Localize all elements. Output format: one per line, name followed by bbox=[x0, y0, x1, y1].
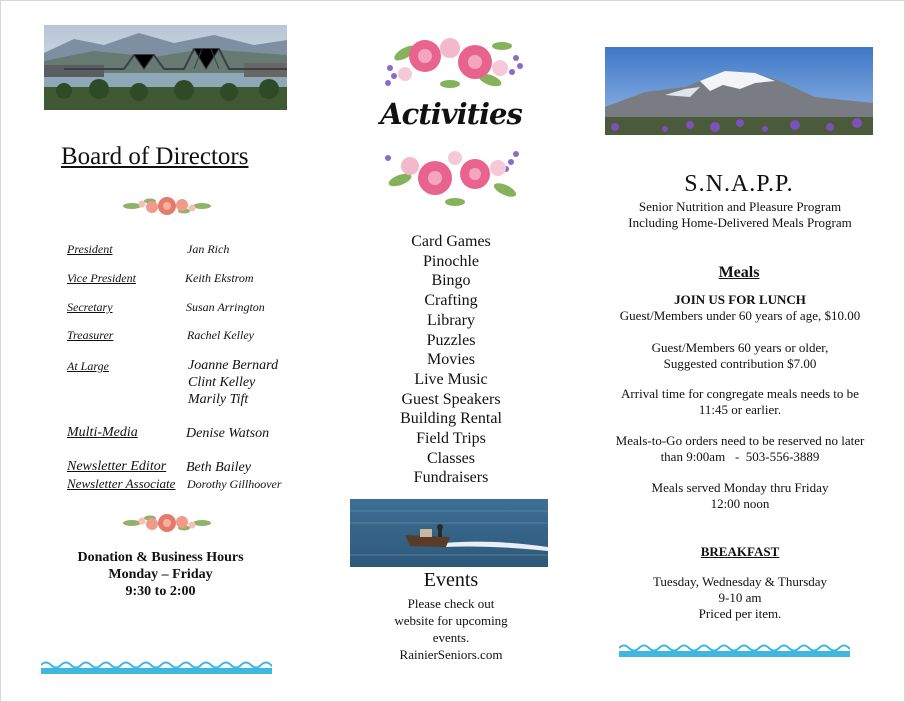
events-line: website for upcoming bbox=[394, 613, 508, 628]
flower-banner-top bbox=[380, 28, 526, 92]
boat-photo bbox=[350, 499, 548, 567]
activity-item: Classes bbox=[427, 449, 475, 467]
activity-item: Movies bbox=[427, 351, 475, 369]
snapp-subtitle bbox=[605, 199, 875, 231]
website-link[interactable]: RainierSeniors.com bbox=[399, 647, 503, 662]
arrival-time: 11:45 or earlier. bbox=[698, 402, 782, 417]
over-60-contribution: Suggested contribution $7.00 bbox=[663, 356, 817, 371]
role-treasurer: Treasurer bbox=[67, 328, 114, 342]
lunch-price-under-60: Guest/Members under 60 years of age, $10.00 bbox=[619, 308, 861, 323]
meals-title: Meals bbox=[718, 264, 760, 281]
breakfast-days: Tuesday, Wednesday & Thursday bbox=[652, 574, 828, 589]
activity-item: Live Music bbox=[414, 370, 488, 388]
mountain-photo bbox=[605, 47, 873, 135]
bridge-photo bbox=[44, 25, 287, 110]
snapp-subtitle-line: Senior Nutrition and Pleasure Program bbox=[638, 199, 842, 214]
served-days: Meals served Monday thru Friday bbox=[651, 480, 829, 495]
hours-days: Monday – Friday bbox=[108, 567, 213, 582]
name-newsletter-associate: Dorothy Gillhoover bbox=[187, 477, 282, 491]
at-large-name: Clint Kelley bbox=[188, 375, 256, 390]
board-title: Board of Directors bbox=[61, 143, 249, 170]
served-time: 12:00 noon bbox=[710, 496, 770, 511]
breakfast-price: Priced per item. bbox=[698, 606, 782, 621]
lunch-price-over-60 bbox=[603, 340, 877, 372]
at-large-name: Marily Tift bbox=[188, 392, 249, 407]
events-text bbox=[352, 595, 550, 663]
togo-line: Meals-to-Go orders need to be reserved no later bbox=[615, 433, 865, 448]
activity-item: Field Trips bbox=[416, 430, 486, 448]
name-vice-president: Keith Ekstrom bbox=[185, 271, 254, 285]
role-newsletter-associate: Newsletter Associate bbox=[67, 476, 176, 491]
role-newsletter-editor: Newsletter Editor bbox=[67, 459, 167, 474]
hours-time: 9:30 to 2:00 bbox=[125, 584, 196, 599]
arrival-info bbox=[603, 386, 877, 418]
meals-to-go-info bbox=[603, 433, 877, 465]
lunch-heading: JOIN US FOR LUNCH bbox=[674, 292, 806, 307]
at-large-names bbox=[188, 357, 278, 408]
breakfast-time: 9-10 am bbox=[718, 590, 762, 605]
breakfast-info bbox=[603, 574, 877, 622]
role-at-large: At Large bbox=[67, 359, 109, 373]
role-vice-president: Vice President bbox=[67, 271, 136, 285]
activity-item: Bingo bbox=[431, 272, 471, 290]
lunch-info bbox=[603, 292, 877, 324]
activities-title: Activities bbox=[380, 97, 522, 131]
breakfast-title: BREAKFAST bbox=[700, 544, 780, 559]
wave-divider-left bbox=[41, 659, 272, 674]
togo-phone: than 9:00am - 503-556-3889 bbox=[660, 449, 820, 464]
business-hours bbox=[44, 549, 277, 600]
role-president: President bbox=[67, 242, 113, 256]
role-multimedia: Multi-Media bbox=[67, 425, 138, 440]
snapp-subtitle-line: Including Home-Delivered Meals Program bbox=[628, 215, 852, 230]
activity-item: Crafting bbox=[424, 292, 478, 310]
name-multimedia: Denise Watson bbox=[186, 426, 270, 441]
snapp-title: S.N.A.P.P. bbox=[684, 171, 794, 197]
activity-item: Puzzles bbox=[426, 331, 476, 349]
arrival-line: Arrival time for congregate meals needs to be bbox=[621, 386, 859, 401]
activity-item: Library bbox=[427, 311, 475, 329]
activity-item: Card Games bbox=[411, 233, 491, 250]
activity-item: Building Rental bbox=[400, 410, 502, 428]
activity-list bbox=[352, 232, 550, 488]
wave-divider-right bbox=[619, 642, 850, 657]
hours-heading: Donation & Business Hours bbox=[77, 550, 244, 565]
flower-banner-bottom bbox=[380, 144, 526, 208]
activity-item: Fundraisers bbox=[413, 469, 489, 487]
flower-divider-bottom bbox=[122, 509, 212, 537]
events-title: Events bbox=[423, 569, 479, 591]
events-line: Please check out bbox=[407, 596, 495, 611]
name-newsletter-editor: Beth Bailey bbox=[186, 460, 251, 475]
meals-served-info bbox=[603, 480, 877, 512]
role-secretary: Secretary bbox=[67, 300, 113, 314]
events-line: events. bbox=[432, 630, 470, 645]
flower-divider-top bbox=[122, 192, 212, 220]
name-treasurer: Rachel Kelley bbox=[187, 328, 254, 342]
activity-item: Pinochle bbox=[423, 252, 479, 270]
at-large-name: Joanne Bernard bbox=[188, 358, 279, 373]
name-president: Jan Rich bbox=[187, 242, 230, 256]
activity-item: Guest Speakers bbox=[401, 390, 501, 408]
over-60-line: Guest/Members 60 years or older, bbox=[651, 340, 829, 355]
name-secretary: Susan Arrington bbox=[186, 300, 265, 314]
